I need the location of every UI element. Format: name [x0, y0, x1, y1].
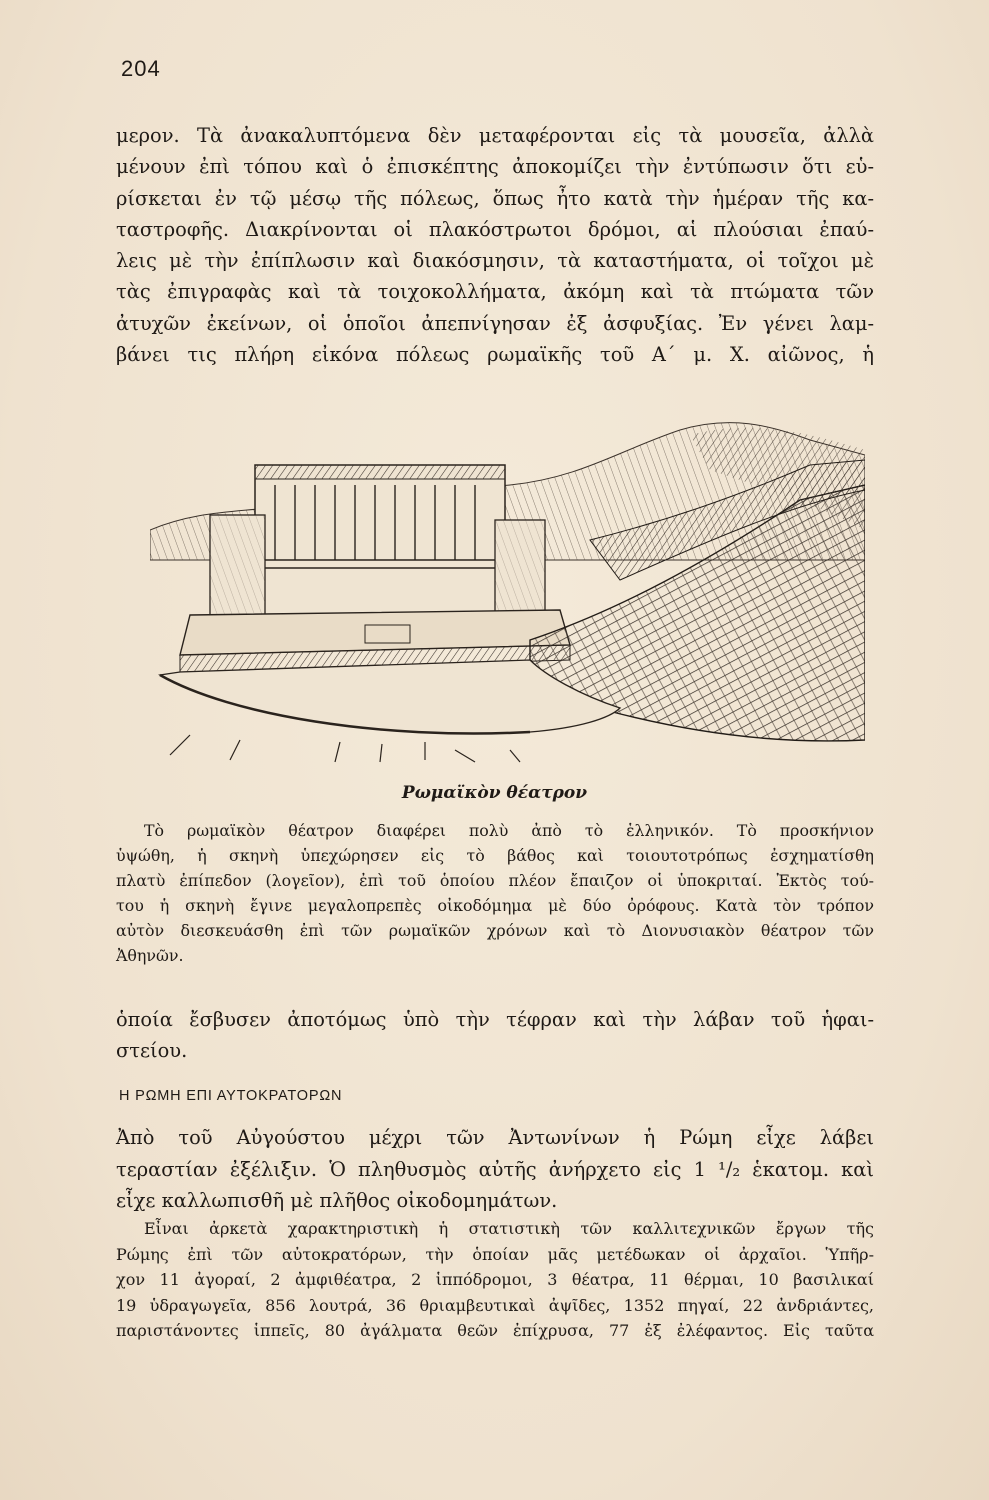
- section-heading: Η ΡΩΜΗ ΕΠΙ ΑΥΤΟΚΡΑΤΟΡΩΝ: [119, 1088, 343, 1104]
- text-line: τεραστίαν ἐξέλιξιν. Ὁ πληθυσμὸς αὐτῆς ἀνήρχετο εἰς 1 ¹/₂ ἑκατομ. καὶ: [116, 1157, 874, 1181]
- text-line: ρίσκεται ἐν τῷ μέσῳ τῆς πόλεως, ὅπως ἦτο κατὰ τὴν ἡμέραν τῆς κα-: [116, 186, 874, 210]
- foreground-marks: [170, 735, 520, 762]
- text-line: 19 ὑδραγωγεῖα, 856 λουτρά, 36 θριαμβευτικαὶ ἀψῖδες, 1352 πηγαί, 22 ἀνδριάντες,: [116, 1295, 874, 1315]
- text-line: λεις μὲ τὴν ἐπίπλωσιν καὶ διακόσμησιν, τὰ καταστήματα, οἱ τοῖχοι μὲ: [116, 249, 874, 273]
- text-line: Τὸ ρωμαϊκὸν θέατρον διαφέρει πολὺ ἀπὸ τὸ ἑλληνικόν. Τὸ προσκήνιον: [144, 821, 874, 840]
- caption-paragraph: [116, 818, 874, 968]
- text-line: Ἀπὸ τοῦ Αὐγούστου μέχρι τῶν Ἀντωνίνων ἡ Ρώμη εἶχε λάβει: [116, 1126, 874, 1149]
- figure-caption: Ρωμαϊκὸν θέατρον: [401, 783, 588, 803]
- roman-theatre-illustration: [150, 410, 865, 765]
- paragraph-rome-growth: [116, 1122, 874, 1217]
- theatre-engraving: [150, 410, 865, 765]
- text-line: χον 11 ἀγοραί, 2 ἀμφιθέατρα, 2 ἱππόδρομοι, 3 θέατρα, 11 θέρμαι, 10 βασιλικαί: [116, 1270, 874, 1290]
- text-line: ἀτυχῶν ἐκείνων, οἱ ὁποῖοι ἀπεπνίγησαν ἐξ ἀσφυξίας. Ἐν γένει λαμ-: [116, 311, 874, 335]
- text-line: ὁποία ἔσβυσεν ἀποτόμως ὑπὸ τὴν τέφραν καὶ τὴν λάβαν τοῦ ἡφαι-: [116, 1008, 874, 1031]
- text-line: Εἶναι ἀρκετὰ χαρακτηριστικὴ ἡ στατιστικὴ τῶν καλλιτεχνικῶν ἔργων τῆς: [144, 1219, 874, 1238]
- text-line: μένουν ἐπὶ τόπου καὶ ὁ ἐπισκέπτης ἀποκομίζει τὴν ἐντύπωσιν ὅτι εὑ-: [116, 155, 874, 179]
- stage-building: [255, 465, 505, 615]
- paragraph-volcano: [116, 1004, 874, 1066]
- paragraph-statistics: [116, 1216, 874, 1344]
- text-line: Ρώμης ἐπὶ τῶν αὐτοκρατόρων, τὴν ὁποίαν μᾶς μετέδωκαν οἱ ἀρχαῖοι. Ὑπῆρ-: [116, 1244, 874, 1264]
- paragraph-pompeii: [116, 120, 874, 370]
- text-line: Ἀθηνῶν.: [116, 946, 184, 965]
- text-line: ταστροφῆς. Διακρίνονται οἱ πλακόστρωτοι δρόμοι, αἱ πλούσιαι ἐπαύ-: [116, 217, 874, 241]
- text-line: εἶχε καλλωπισθῆ μὲ πλῆθος οἰκοδομημάτων.: [116, 1189, 558, 1212]
- text-line: πλατὺ ἐπίπεδον (λογεῖον), ἐπὶ τοῦ ὁποίου πλέον ἔπαιζον οἱ ὑποκριταί. Ἐκτὸς τού-: [116, 871, 874, 890]
- stage-cornice: [255, 465, 505, 479]
- text-line: ὑψώθη, ἡ σκηνὴ ὑπεχώρησεν εἰς τὸ βάθος καὶ τοιουτοτρόπως ἐσχηματίσθη: [116, 846, 874, 865]
- text-line: στείου.: [116, 1039, 188, 1062]
- text-line: βάνει τις πλήρη εἰκόνα πόλεως ρωμαϊκῆς τοῦ Α΄ μ. Χ. αἰῶνος, ἡ: [116, 343, 874, 367]
- text-line: του ἡ σκηνὴ ἔγινε μεγαλοπρεπὲς οἰκοδόμημα μὲ δύο ὀρόφους. Κατὰ τὸν τρόπον: [116, 896, 874, 915]
- text-line: τὰς ἐπιγραφὰς καὶ τὰ τοιχοκολλήματα, ἀκόμη καὶ τὰ πτώματα τῶν: [116, 280, 874, 304]
- text-line: μερον. Τὰ ἀνακαλυπτόμενα δὲν μεταφέρονται εἰς τὰ μουσεῖα, ἀλλὰ: [116, 124, 874, 147]
- page-number: 204: [121, 56, 161, 81]
- text-line: παριστάνοντες ἱππεῖς, 80 ἀγάλματα θεῶν ἐπίχρυσα, 77 ἐξ ἐλέφαντος. Εἰς ταῦτα: [116, 1321, 874, 1341]
- text-line: αὐτὸν διεσκευάσθη ἐπὶ τῶν ρωμαϊκῶν χρόνων καὶ τὸ Διονυσιακὸν θέατρον τῶν: [116, 921, 874, 940]
